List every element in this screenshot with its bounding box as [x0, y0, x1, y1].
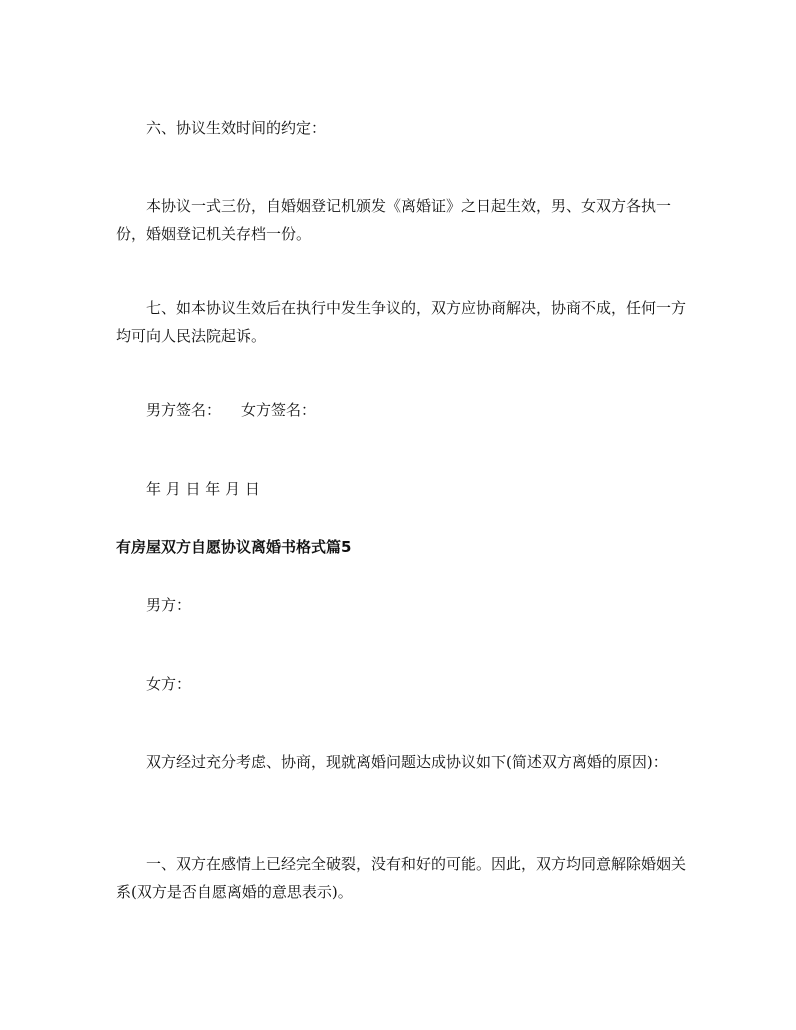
female-party-label: 女方：	[146, 675, 192, 693]
section-seven-paragraph: 七、如本协议生效后在执行中发生争议的，双方应协商解决，协商不成，任何一方均可向人民法院起诉。	[116, 299, 687, 345]
date-line: 年 月 日 年 月 日	[146, 480, 260, 498]
clause-one-paragraph: 一、双方在感情上已经完全破裂，没有和好的可能。因此，双方均同意解除婚姻关系(双方是否自愿离婚的意思表示)。	[116, 855, 687, 901]
section-six-title: 六、协议生效时间的约定：	[146, 119, 327, 137]
female-signature-label: 女方签名：	[241, 401, 317, 419]
agreement-intro-paragraph: 双方经过充分考虑、协商，现就离婚问题达成协议如下(简述双方离婚的原因)：	[146, 753, 668, 771]
section-heading: 有房屋双方自愿协议离婚书格式篇5	[116, 538, 352, 556]
effective-clause-paragraph: 本协议一式三份，自婚姻登记机颁发《离婚证》之日起生效，男、女双方各执一份，婚姻登记机关存档一份。	[116, 197, 672, 243]
male-party-label: 男方：	[146, 596, 192, 614]
male-signature-label: 男方签名：	[146, 401, 222, 419]
signature-line	[116, 396, 688, 424]
